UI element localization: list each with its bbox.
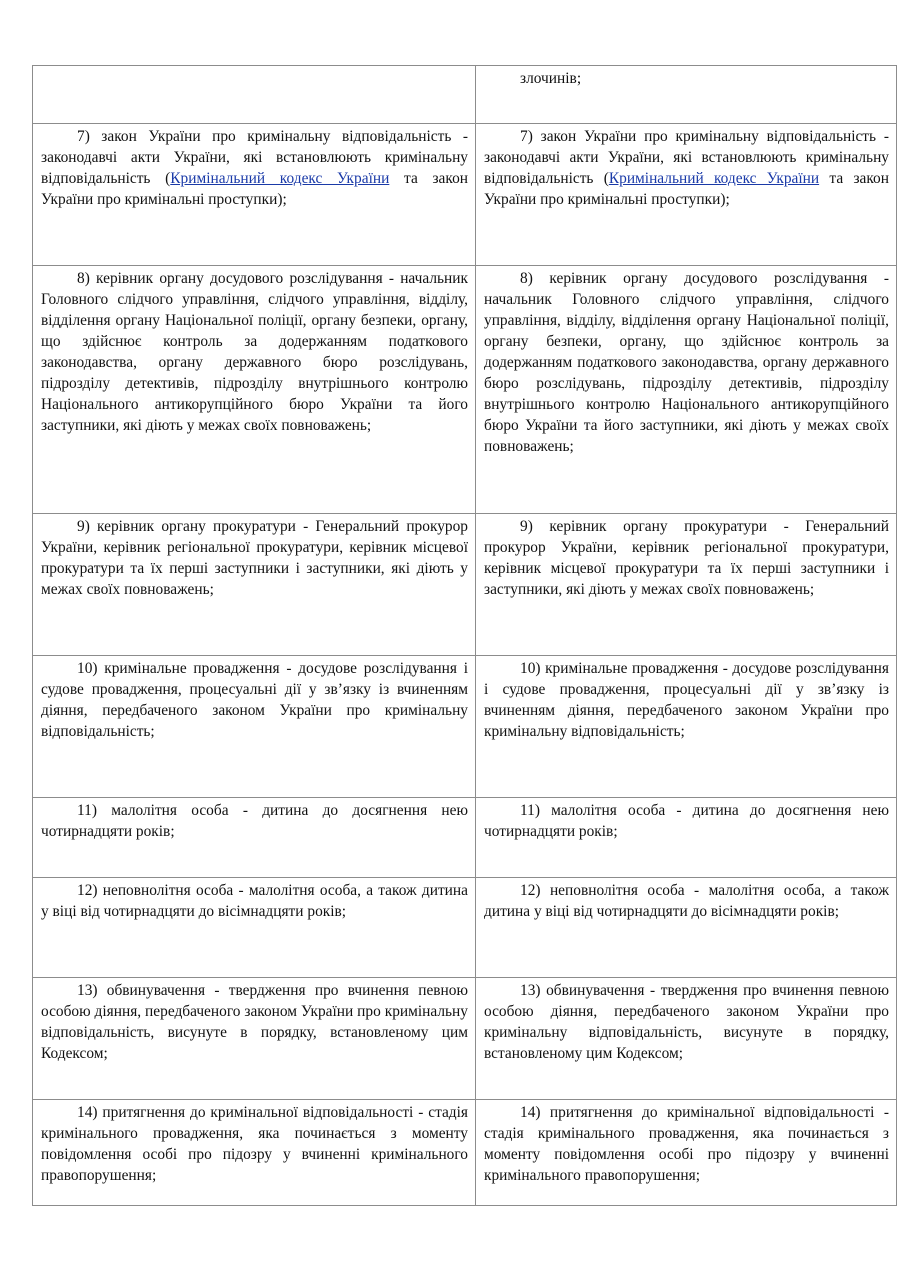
- comparison-table-body: [33, 66, 897, 1206]
- cell-text: 8) керівник органу досудового розслідування - начальник Головного слідчого управління, слідчого управління, відділу, відділення органу Національної поліції, органу безпеки, органу, що здійснює контроль за додержанням податкового законодавства, органу державного бюро розслідувань, підрозділу детективів, підрозділу внутрішнього контролю Національного антикорупційного бюро України та його заступники, які діють у межах своїх повноважень;: [484, 270, 889, 455]
- cell-paragraph: [484, 1102, 889, 1186]
- table-row: [33, 266, 897, 514]
- cell-text: 11) малолітня особа - дитина до досягнення нею чотирнадцяти років;: [484, 802, 889, 840]
- cell-text: 13) обвинувачення - твердження про вчинення певною особою діяння, передбаченого законом України про кримінальну відповідальність, висунуте в порядку, встановленому цим Кодексом;: [484, 982, 889, 1062]
- cell-paragraph: [484, 980, 889, 1064]
- cell-current-version: [33, 978, 476, 1100]
- cell-proposed-version: [476, 1100, 897, 1206]
- table-row: [33, 66, 897, 124]
- cell-current-version: [33, 1100, 476, 1206]
- cell-paragraph: [484, 880, 889, 922]
- cell-text: 10) кримінальне провадження - досудове розслідування і судове провадження, процесуальні дії у зв’язку із вчиненням діяння, передбаченого законом України про кримінальну відповідальність;: [484, 660, 889, 740]
- cell-paragraph: [484, 800, 889, 842]
- cell-text: злочинів;: [520, 70, 582, 87]
- comparison-table: [32, 65, 897, 1206]
- cell-proposed-version: [476, 878, 897, 978]
- cell-current-version: [33, 798, 476, 878]
- cell-proposed-version: [476, 266, 897, 514]
- cell-current-version: [33, 878, 476, 978]
- criminal-code-link[interactable]: Кримінальний кодекс України: [170, 170, 390, 187]
- cell-text: 14) притягнення до кримінальної відповідальності - стадія кримінального провадження, яка починається з моменту повідомлення особі про підозру у вчиненні кримінального правопорушення;: [484, 1104, 889, 1184]
- cell-paragraph: [41, 268, 468, 436]
- table-row: [33, 656, 897, 798]
- cell-text: 10) кримінальне провадження - досудове розслідування і судове провадження, процесуальні дії у зв’язку із вчиненням діяння, передбаченого законом України про кримінальну відповідальність;: [41, 660, 468, 740]
- cell-text: та закон України про кримінальні проступки);: [484, 170, 889, 208]
- cell-proposed-version: [476, 514, 897, 656]
- cell-text: та закон України про кримінальні проступки);: [41, 170, 469, 208]
- table-row: [33, 124, 897, 266]
- cell-paragraph: [41, 516, 468, 600]
- cell-paragraph: [41, 658, 468, 742]
- cell-paragraph: [41, 980, 468, 1064]
- table-row: [33, 514, 897, 656]
- cell-text: 11) малолітня особа - дитина до досягнення нею чотирнадцяти років;: [41, 802, 468, 840]
- cell-text: 12) неповнолітня особа - малолітня особа, а також дитина у віці від чотирнадцяти до вісімнадцяти років;: [484, 882, 889, 920]
- cell-paragraph: [41, 800, 468, 842]
- cell-paragraph: [484, 658, 889, 742]
- cell-proposed-version: [476, 656, 897, 798]
- cell-proposed-version: [476, 978, 897, 1100]
- cell-current-version: [33, 656, 476, 798]
- cell-paragraph: [41, 126, 468, 210]
- cell-text: 8) керівник органу досудового розслідування - начальник Головного слідчого управління, слідчого управління, відділу, відділення органу Національної поліції, органу безпеки, органу, що здійснює контроль за додержанням податкового законодавства, органу державного бюро розслідувань, підрозділу детективів, підрозділу внутрішнього контролю Національного антикорупційного бюро України та його заступники, які діють у межах своїх повноважень;: [41, 270, 468, 434]
- cell-proposed-version: [476, 66, 897, 124]
- cell-paragraph: [484, 126, 889, 210]
- cell-current-version: [33, 514, 476, 656]
- table-row: [33, 798, 897, 878]
- cell-paragraph: [484, 516, 889, 600]
- cell-text: 7) закон України про кримінальну відповідальність - законодавчі акти України, які встановлюють кримінальну відповідальність (: [41, 128, 468, 187]
- cell-paragraph: [484, 268, 889, 457]
- cell-proposed-version: [476, 798, 897, 878]
- cell-current-version: [33, 266, 476, 514]
- criminal-code-link[interactable]: Кримінальний кодекс України: [608, 170, 820, 187]
- cell-text: 7) закон України про кримінальну відповідальність - законодавчі акти України, які встановлюють кримінальну відповідальність (: [484, 128, 889, 187]
- cell-text: 9) керівник органу прокуратури - Генеральний прокурор України, керівник регіональної прокуратури, керівник місцевої прокуратури та їх перші заступники і заступники, які діють у межах своїх повноважень;: [41, 518, 468, 598]
- cell-paragraph: [41, 880, 468, 922]
- cell-text: 14) притягнення до кримінальної відповідальності - стадія кримінального провадження, яка починається з моменту повідомлення особі про підозру у вчиненні кримінального правопорушення;: [41, 1104, 468, 1184]
- cell-proposed-version: [476, 124, 897, 266]
- table-row: [33, 878, 897, 978]
- cell-current-version: [33, 124, 476, 266]
- table-row: [33, 1100, 897, 1206]
- cell-paragraph: [484, 68, 889, 89]
- cell-paragraph: [41, 1102, 468, 1186]
- table-row: [33, 978, 897, 1100]
- cell-text: 13) обвинувачення - твердження про вчинення певною особою діяння, передбаченого законом України про кримінальну відповідальність, висунуте в порядку, встановленому цим Кодексом;: [41, 982, 468, 1062]
- cell-current-version: [33, 66, 476, 124]
- cell-text: 9) керівник органу прокуратури - Генеральний прокурор України, керівник регіональної прокуратури, керівник місцевої прокуратури та їх перші заступники і заступники, які діють у межах своїх повноважень;: [484, 518, 889, 598]
- cell-text: 12) неповнолітня особа - малолітня особа, а також дитина у віці від чотирнадцяти до вісімнадцяти років;: [41, 882, 468, 920]
